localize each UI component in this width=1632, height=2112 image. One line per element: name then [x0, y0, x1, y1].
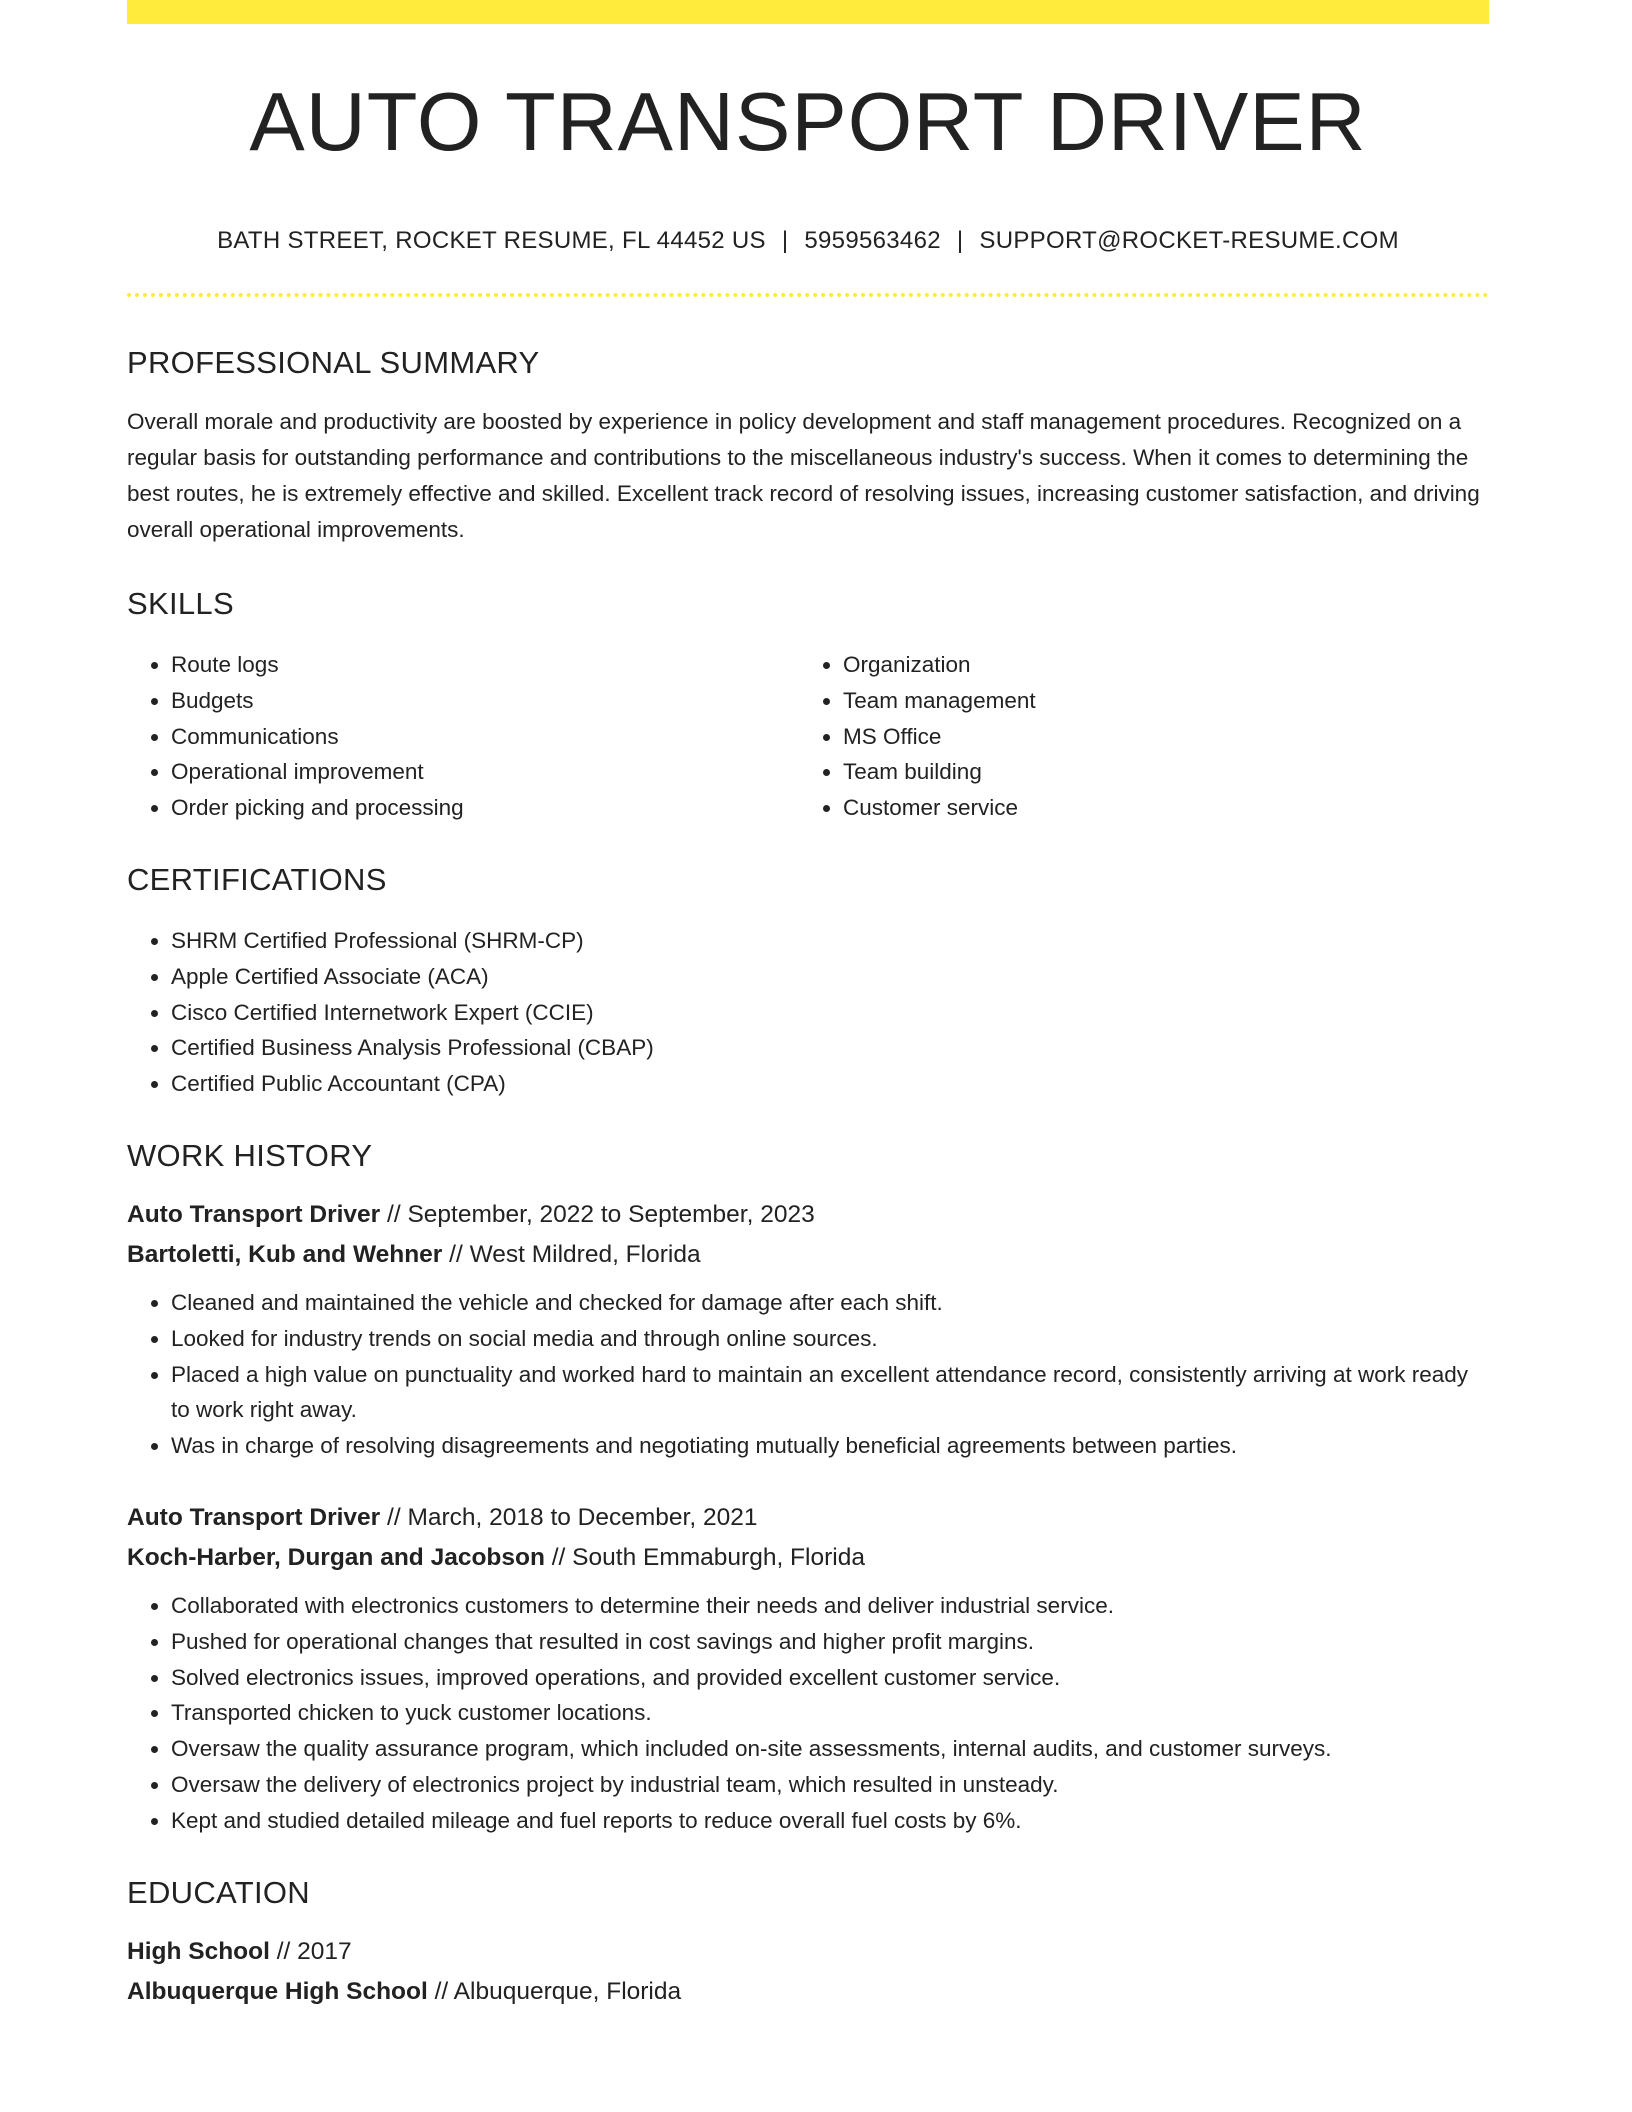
resume-page: [127, 0, 1489, 2012]
job-bullet: • Oversaw the quality assurance program, which included on-site assessments, internal audits, and customer surveys.: [171, 1731, 1489, 1767]
certifications-list: [127, 923, 1489, 1102]
skill-item: • Customer service: [843, 790, 1471, 826]
education-location: // Albuquerque, Florida: [427, 1977, 682, 2005]
resume-title: AUTO TRANSPORT DRIVER: [249, 75, 1367, 168]
job-entry: [127, 1195, 1489, 1464]
job-location: // South Emmaburgh, Florida: [544, 1543, 865, 1571]
job-title-line: [127, 1498, 1489, 1538]
skills-heading: SKILLS: [127, 586, 234, 621]
skill-item: • Organization: [843, 647, 1471, 683]
skill-item: • Order picking and processing: [171, 790, 799, 826]
certification-item: • SHRM Certified Professional (SHRM-CP): [171, 923, 1489, 959]
job-bullet: • Oversaw the delivery of electronics project by industrial team, which resulted in unsteady.: [171, 1767, 1489, 1803]
job-title-line: [127, 1195, 1489, 1235]
certification-item: • Certified Public Accountant (CPA): [171, 1066, 1489, 1102]
education-entry: [127, 1932, 1489, 2012]
skill-item: • MS Office: [843, 719, 1471, 755]
job-dates: // March, 2018 to December, 2021: [380, 1503, 758, 1531]
skills-grid: [127, 647, 1489, 826]
job-bullet: • Kept and studied detailed mileage and fuel reports to reduce overall fuel costs by 6%.: [171, 1803, 1489, 1839]
contact-address: BATH STREET, ROCKET RESUME, FL 44452 US: [217, 227, 766, 254]
skills-column-left: [127, 647, 799, 826]
contact-phone: 5959563462: [804, 227, 941, 254]
skill-item: • Operational improvement: [171, 754, 799, 790]
job-bullets: [127, 1588, 1489, 1839]
work-history-heading: WORK HISTORY: [127, 1137, 373, 1173]
job-bullet: • Solved electronics issues, improved operations, and provided excellent customer service.: [171, 1660, 1489, 1696]
education-school: Albuquerque High School: [127, 1977, 428, 2005]
certification-item: • Cisco Certified Internetwork Expert (CCIE): [171, 995, 1489, 1031]
job-bullet: • Was in charge of resolving disagreements and negotiating mutually beneficial agreements between parties.: [171, 1428, 1489, 1464]
education-degree: High School: [127, 1937, 270, 1965]
job-bullet: • Collaborated with electronics customers to determine their needs and deliver industrial service.: [171, 1588, 1489, 1624]
skill-item: • Route logs: [171, 647, 799, 683]
job-role: Auto Transport Driver: [127, 1200, 381, 1228]
job-entry: [127, 1498, 1489, 1839]
certifications-heading: CERTIFICATIONS: [127, 861, 387, 897]
contact-line: [127, 229, 1489, 253]
job-bullet: • Transported chicken to yuck customer locations.: [171, 1695, 1489, 1731]
education-school-line: [127, 1972, 1489, 2012]
skills-column-right: [799, 647, 1471, 826]
education-heading: EDUCATION: [127, 1874, 310, 1910]
job-bullet: • Cleaned and maintained the vehicle and checked for damage after each shift.: [171, 1285, 1489, 1321]
job-dates: // September, 2022 to September, 2023: [380, 1200, 815, 1228]
education-degree-line: [127, 1932, 1489, 1972]
job-bullets: [127, 1285, 1489, 1464]
education-year: // 2017: [269, 1937, 352, 1965]
summary-text: Overall morale and productivity are boosted by experience in policy development and staff management procedures. Recognized on a regular basis for outstanding performance and contributions to the miscellaneous industry's success. When it comes to determining the best routes, he is extremely effective and skilled. Excellent track record of resolving issues, increasing customer satisfaction, and driving overall operational improvements.: [127, 409, 1480, 542]
skill-item: • Team building: [843, 754, 1471, 790]
job-company: Koch-Harber, Durgan and Jacobson: [127, 1543, 545, 1571]
job-bullet: • Pushed for operational changes that resulted in cost savings and higher profit margins.: [171, 1624, 1489, 1660]
dotted-divider: [127, 293, 1489, 297]
contact-separator: |: [781, 227, 789, 254]
skill-item: • Team management: [843, 683, 1471, 719]
job-company: Bartoletti, Kub and Wehner: [127, 1240, 443, 1268]
summary-heading: PROFESSIONAL SUMMARY: [127, 345, 540, 380]
certification-item: • Certified Business Analysis Professional (CBAP): [171, 1030, 1489, 1066]
contact-email: SUPPORT@ROCKET-RESUME.COM: [979, 227, 1399, 254]
skill-item: • Budgets: [171, 683, 799, 719]
job-location: // West Mildred, Florida: [442, 1240, 701, 1268]
skill-item: • Communications: [171, 719, 799, 755]
job-role: Auto Transport Driver: [127, 1503, 381, 1531]
job-bullet: • Placed a high value on punctuality and worked hard to maintain an excellent attendance record, consistently arriving at work ready to work right away.: [171, 1357, 1489, 1429]
contact-separator: |: [956, 227, 964, 254]
top-accent-bar: [127, 0, 1489, 24]
job-company-line: [127, 1538, 1489, 1578]
certification-item: • Apple Certified Associate (ACA): [171, 959, 1489, 995]
job-bullet: • Looked for industry trends on social media and through online sources.: [171, 1321, 1489, 1357]
job-company-line: [127, 1235, 1489, 1275]
